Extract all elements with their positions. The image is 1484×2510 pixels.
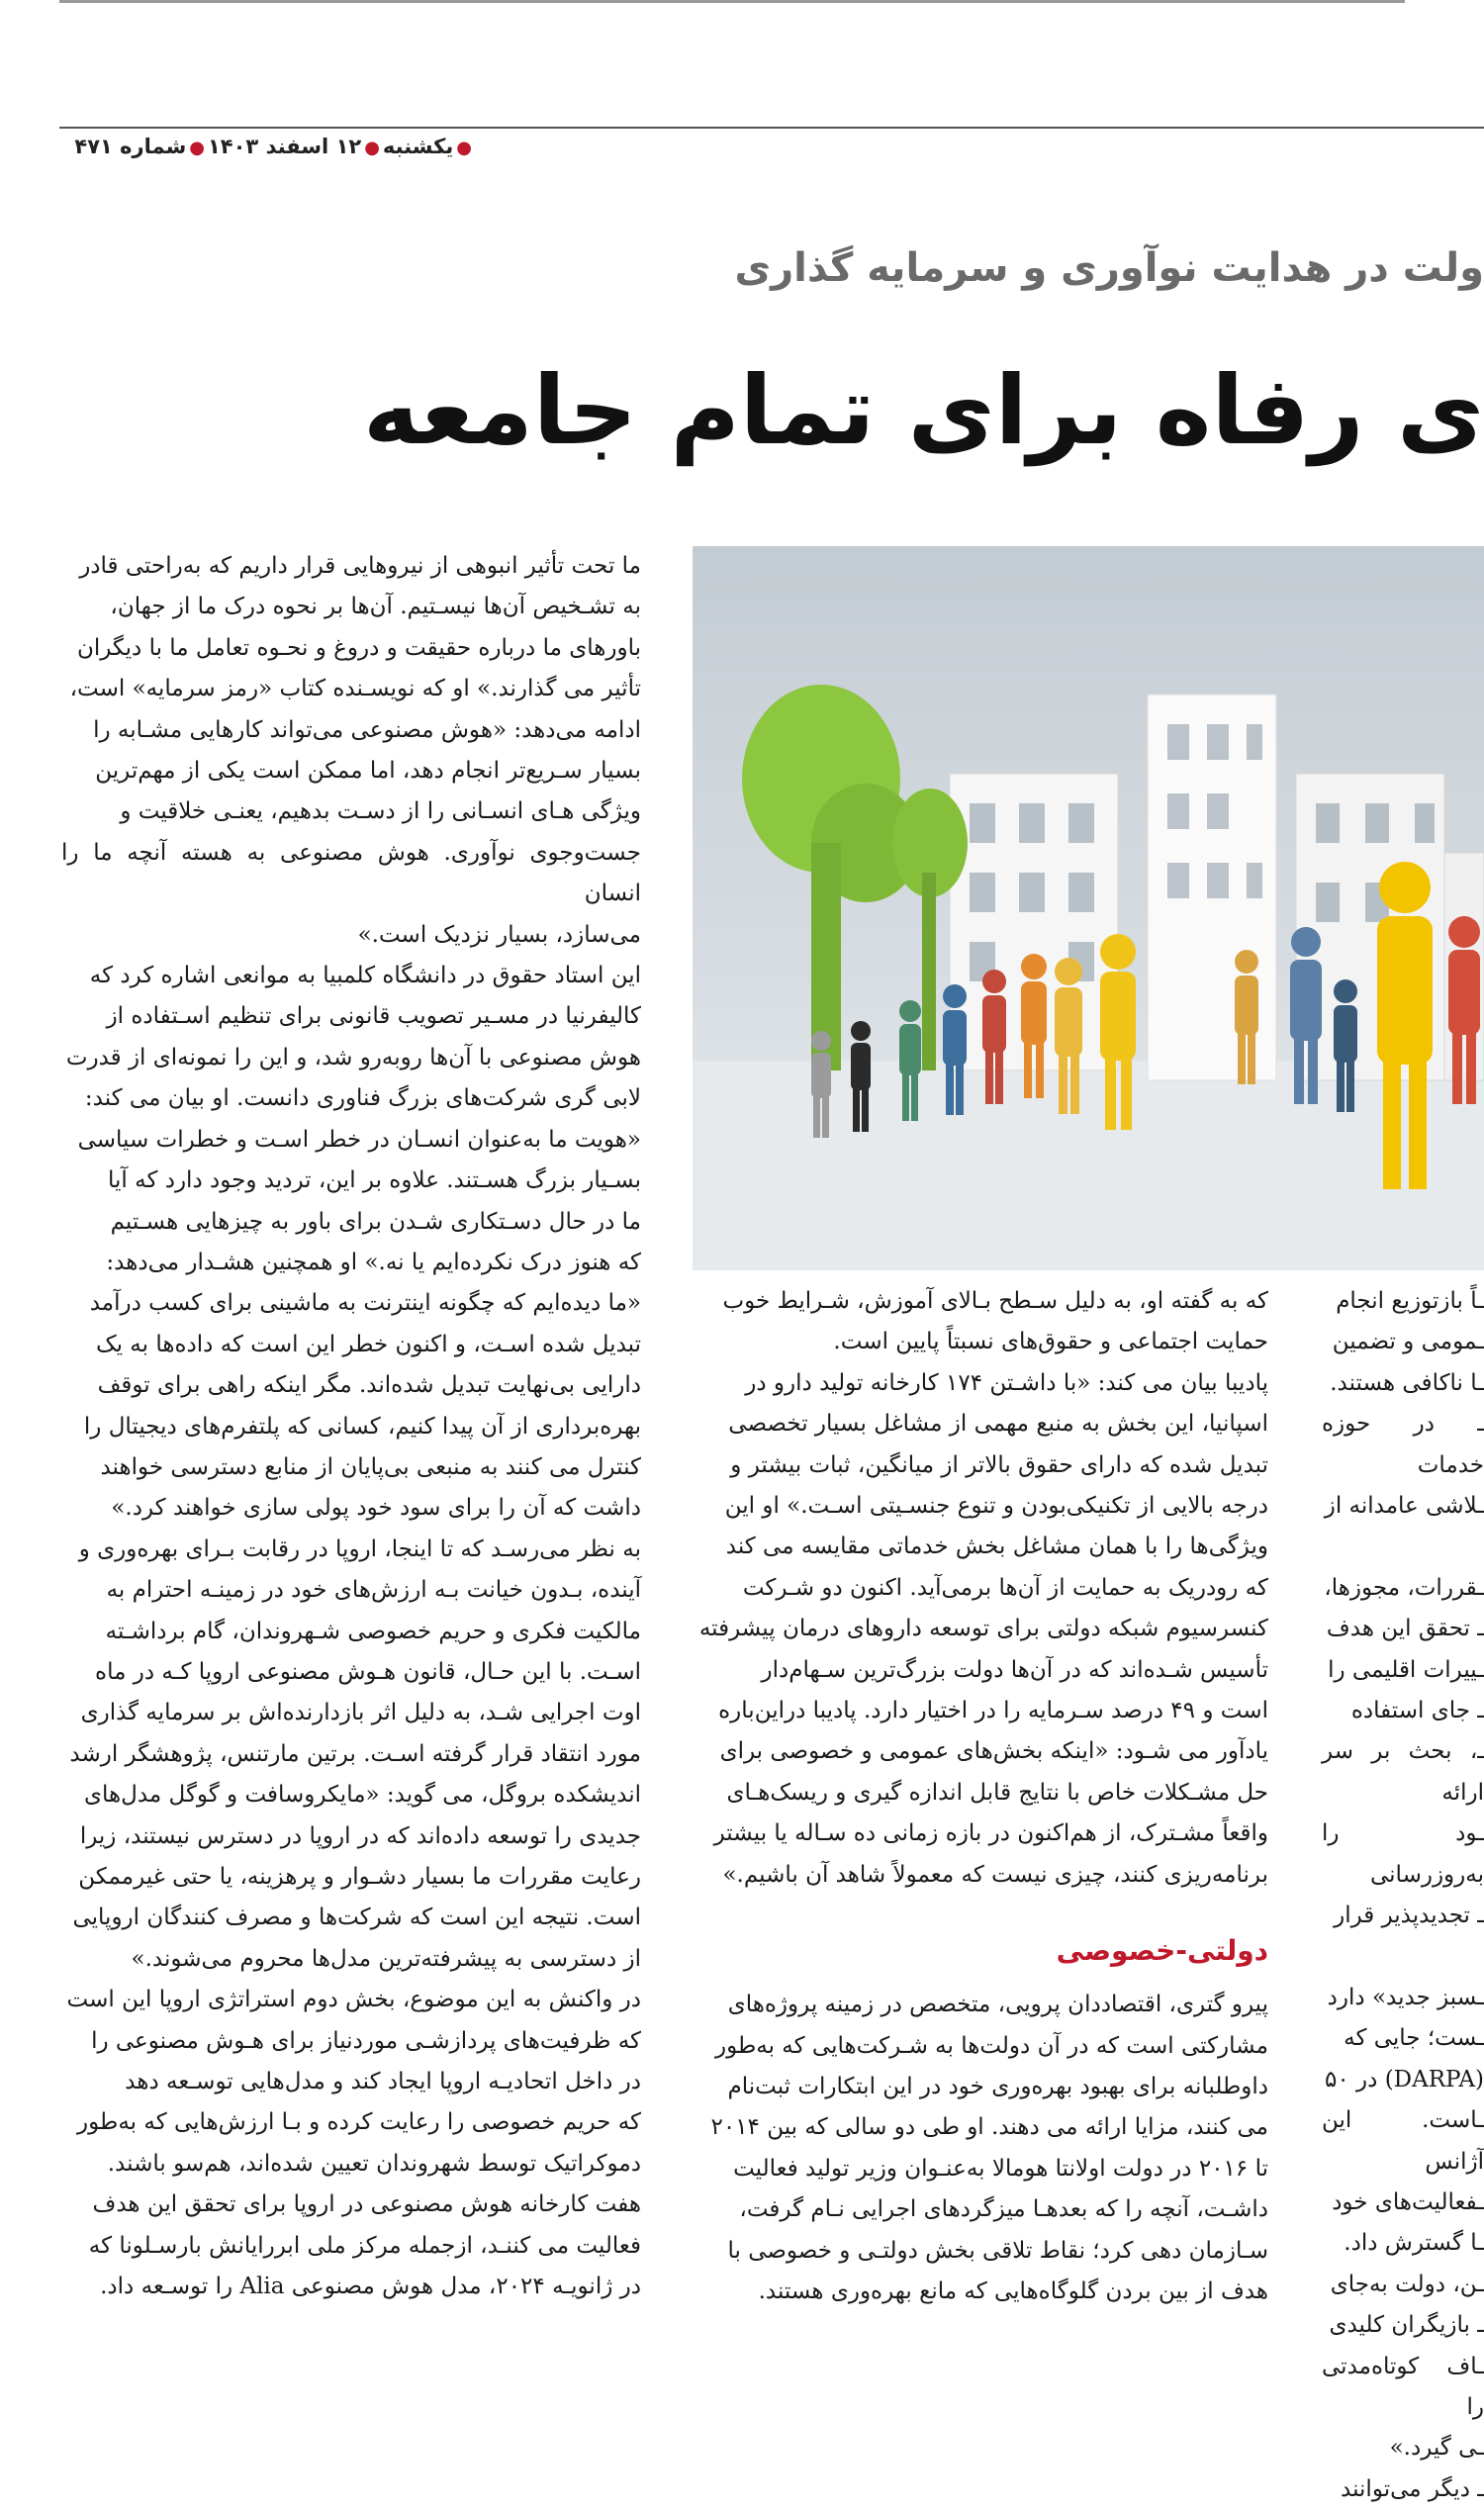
article-line: که به گفته او، به دلیل سـطح بـالای آموزش، شـرایط خوب	[722, 1288, 1268, 1314]
article-line: ـ در حوزه خدمات	[1322, 1411, 1484, 1478]
article-line: ـ تجدیدپذیر قرار	[1334, 1903, 1484, 1929]
article-line: کالیفرنیا در مسـیر تصویب قانونی برای تنظیم اسـتفاده از	[106, 1003, 641, 1030]
article-line: کنترل می‌ کنند به منبعی بی‌پایان از منابع دسترسی خواهند	[100, 1453, 641, 1480]
article-line: برنامه‌ریزی کنند، چیزی نیست که معمولاً شاهد آن باشیم.»	[722, 1861, 1268, 1888]
article-line: ویژگی‌ها را با همان مشاغل بخش خدماتی مقایسه می‌ کند	[725, 1534, 1268, 1560]
article-line: تأثیر می‌ گذارند.» او که نویسـنده کتاب «رمز سرمایه» است،	[69, 676, 641, 702]
article-line: لابی‌ گری شرکت‌های بزرگ فناوری دانست. او بیان می‌ کند:	[84, 1085, 641, 1112]
issue-line	[59, 135, 475, 168]
article-line: ـست؛ جایی که	[1344, 2025, 1484, 2052]
article-line: رعایت مقررات ما بسیار دشـوار و پرهزینه، یا حتی غیرممکن	[78, 1864, 641, 1890]
article-line: ـود را به‌روزرسانی	[1322, 1820, 1484, 1888]
article-line: پیرو گتری، اقتصاددان پرویی، متخصص در زمینه پروژه‌های	[727, 1992, 1268, 2018]
article-line: تأسیس شـده‌اند که در آن‌ها دولت بزرگ‌ترین سـهام‌دار	[761, 1656, 1268, 1683]
article-line: ـلاشی عامدانه از	[1324, 1493, 1484, 1520]
article-line: ـقررات، مجوزها،	[1324, 1574, 1484, 1601]
article-line: ـفعالیت‌های خود	[1332, 2188, 1484, 2215]
header-rule	[59, 127, 1484, 129]
article-line: که هنوز درک نکرده‌ایم یا نه.» او همچنین هشـدار می‌دهد:	[106, 1249, 641, 1275]
column-middle-top	[693, 1281, 1268, 1896]
article-line: ـییرات اقلیمی را	[1328, 1656, 1484, 1683]
article-line: ـ بازیگران کلیدی	[1329, 2312, 1484, 2339]
article-line: جست‌وجوی نوآوری. هوش مصنوعی به هسته آنچه ما را انسان	[61, 839, 641, 907]
article-kicker: ولت در هدایت نوآوری و سرمایه گذاری	[734, 245, 1484, 291]
article-line: باورهای ما درباره حقیقت و دروغ و نحـوه تعامل ما با دیگران	[76, 634, 641, 661]
article-line: در داخل اتحادیـه اروپا ایجاد کند و مدل‌هایی توسـعه دهد	[125, 2069, 641, 2095]
article-line: ـاف کوتاه‌مدتی را	[1322, 2353, 1484, 2420]
issue-day: یکشنبه	[382, 135, 454, 158]
article-line: ـ، بحث بر سر ارائه	[1322, 1738, 1484, 1806]
article-line: درجه بالایی از تکنیکی‌بودن و تنوع جنسـیتی اسـت.» او این	[724, 1493, 1268, 1520]
article-line: که رودریک به حمایت از آن‌ها برمی‌آید. اکنون دو شـرکت	[742, 1574, 1268, 1601]
article-line: بسـیار بزرگ هسـتند. علاوه بر این، تردید وجود دارد که آیا	[108, 1167, 641, 1194]
article-line: ما در حال دسـتکاری شـدن برای باور به چیزهایی هسـتیم	[110, 1208, 641, 1235]
article-line: ـاً بازتوزیع انجام	[1336, 1288, 1484, 1314]
top-rule	[59, 0, 1405, 3]
article-line: تا ۲۰۱۶ در دولت اولانتا هومالا به‌عنـوان وزیر تولید فعالیت	[733, 2155, 1268, 2182]
article-line: اسپانیا، این بخش به منبع مهمی از مشاغل بسیار تخصصی	[728, 1411, 1268, 1438]
section-subhead: دولتی-خصوصی	[1056, 1934, 1268, 1968]
article-line: که حریم خصوصی را رعایت کرده و بـا ارزش‌هایی که به‌طور	[77, 2109, 641, 2136]
article-line: ـ دیگر می‌توانند	[1341, 2475, 1484, 2502]
article-line: حمایت اجتماعی و حقوق‌های نسبتاً پایین است.	[833, 1329, 1268, 1355]
article-line: داشـت، آنچه را که بعدهـا میزگردهای اجرایی نـام گرفت،	[739, 2196, 1268, 2223]
article-column-middle	[693, 1281, 1268, 2346]
article-line: داشت که آن را برای سود خود پولی‌ سازی خواهند کرد.»	[111, 1495, 641, 1522]
article-line: ـ تحقق این هدف	[1326, 1616, 1484, 1642]
article-line: واقعاً مشـترک، از هم‌اکنون در بازه زمانی ده سـاله یا بیشتر	[713, 1820, 1268, 1847]
article-line: آینده، بـدون خیانت بـه ارزش‌های خود در زمینـه احترام به	[106, 1577, 641, 1604]
article-line: هدف از بین بردن گلوگاه‌هایی که مانع بهره‌وری هستند.	[758, 2278, 1268, 2304]
article-line: است و ۴۹ درصد سـرمایه را در اختیار دارد. پادیبا دراین‌باره	[718, 1698, 1268, 1724]
article-line: بهره‌برداری از آن پیدا کنیم، کسانی که پلتفرم‌های دیجیتال را	[83, 1413, 641, 1440]
article-line: جدیدی را توسعه داده‌اند که در اروپا در دسترس نیستند، زیرا	[79, 1822, 641, 1849]
article-line: تبدیل شده که دارای حقوق بالاتر از میانگین، ثبات بیشتر و	[730, 1451, 1268, 1478]
article-line: به نظر می‌رسـد که تا اینجا، اروپا در رقابت بـرای بهره‌وری و	[78, 1535, 641, 1562]
article-line: ـاست. این آژانس	[1322, 2107, 1484, 2175]
article-line: به تشـخیص آن‌ها نیسـتیم. آن‌ها بر نحوه درک ما از جهان،	[110, 594, 641, 620]
article-column-right	[1322, 1281, 1484, 2502]
article-line: اوت اجرایی شـد، به دلیل اثر بازدارنده‌اش بر سرمایه‌ گذاری	[80, 1700, 641, 1726]
article-line: ویژگی‌ هـای انسـانی را از دسـت بدهیم، یعنـی خلاقیت و	[120, 798, 641, 825]
article-headline: ی رفاه برای تمام جامعه	[362, 355, 1484, 466]
article-line: اسـت. با این حـال، قانون هـوش مصنوعی اروپا کـه در ماه	[95, 1658, 641, 1685]
article-line: فعالیت می‌ کننـد، ازجمله مرکز ملی ابررایانش بارسـلونا که	[88, 2232, 641, 2259]
article-line: حل مشـکلات خاص با نتایج قابل اندازه‌ گیری و ریسک‌هـای	[726, 1779, 1268, 1806]
bullet-icon: ●	[456, 138, 472, 158]
article-line: «ما دیده‌ایم که چگونه اینترنت به ماشینی برای کسب درآمد	[89, 1290, 641, 1317]
article-line: در واکنش به این موضوع، بخش دوم استراتژی اروپا این است	[66, 1987, 641, 2013]
article-line: می‌ کنند، مزایا ارائه می‌ دهند. او طی دو سالی که بین ۲۰۱۴	[710, 2114, 1268, 2141]
article-line: ـا ناکافی هستند.	[1330, 1369, 1484, 1396]
article-line: تبدیل شده اسـت، و اکنون خطر این است که داده‌ها به یک	[95, 1331, 641, 1357]
article-line: (DARPA) در ۵۰	[1325, 2066, 1484, 2092]
article-line: که ظرفیت‌های پردازشـی موردنیاز برای هـوش مصنوعی را	[91, 2027, 641, 2054]
article-line: ادامه می‌دهد: «هوش مصنوعی می‌تواند کارهایی مشـابه را	[93, 716, 641, 743]
article-line: هوش مصنوعی با آن‌ها روبه‌رو شد، و این را نمونه‌ای از قدرت	[65, 1044, 641, 1070]
column-middle-bottom	[693, 1985, 1268, 2312]
article-line: در ژانویـه ۲۰۲۴، مدل هوش مصنوعی Alia را توسـعه داد.	[100, 2274, 641, 2300]
article-line	[1322, 1937, 1484, 1978]
issue-number: شماره ۴۷۱	[74, 135, 187, 158]
bullet-icon: ●	[364, 138, 380, 158]
article-line: از دسترسی به پیشرفته‌ترین مدل‌ها محروم می‌شوند.»	[131, 1945, 641, 1972]
city-people-photo	[693, 546, 1484, 1270]
article-line: اندیشکده بروگل، می‌ گوید: «مایکروسافت و گوگل مدل‌های	[83, 1782, 641, 1809]
issue-date: ۱۲ اسفند ۱۴۰۳	[207, 135, 362, 158]
article-line: ما تحت تأثیر انبوهی از نیروهایی قرار داریم که به‌راحتی قادر	[79, 553, 641, 579]
article-line: ـی گیرد.»	[1389, 2435, 1484, 2462]
article-line: است. نتیجه این است که شرکت‌ها و مصرف‌ کنندگان اروپایی	[72, 1905, 641, 1931]
article-line: کنسرسیوم شبکه دولتی برای توسعه داروهای درمان پیشرفته	[698, 1616, 1268, 1642]
article-line: پادیبا بیان می‌ کند: «با داشـتن ۱۷۴ کارخانه تولید دارو در	[745, 1369, 1268, 1396]
article-line	[1322, 1527, 1484, 1567]
article-line: هفت کارخانه هوش مصنوعی در اروپا برای تحقق این هدف	[92, 2191, 641, 2218]
article-line: مالکیت فکری و حریم خصوصی شـهروندان، گام برداشـته	[105, 1618, 641, 1644]
article-line: می‌سازد، بسیار نزدیک است.»	[357, 921, 641, 948]
article-line: ـ‌ جای استفاده	[1350, 1698, 1484, 1724]
bullet-icon: ●	[189, 138, 205, 158]
article-line: «هویت ما به‌عنوان انسـان در خطر اسـت و خطرات سیاسی	[77, 1126, 641, 1153]
article-line: سـازمان‌ دهی کرد؛ نقاط تلاقی بخش دولتـی و خصوصی با	[727, 2237, 1268, 2264]
article-line: دارایی بی‌نهایت تبدیل شده‌اند. مگر اینکه راهی برای توقف	[97, 1372, 641, 1399]
article-line: این استاد حقوق در دانشگاه کلمبیا به موانعی اشاره کرد که	[89, 963, 641, 989]
article-line: دموکراتیک توسط شهروندان تعیین شده‌اند، هم‌سو باشند.	[107, 2150, 641, 2177]
article-line: مشارکتی است که در آن دولت‌ها به شـرکت‌هایی که به‌طور	[714, 2032, 1268, 2059]
article-line: یادآور می‌ شـود: «اینکه بخش‌های عمومی و خصوصی برای	[719, 1738, 1268, 1765]
article-line: ـمومی و تضمین	[1332, 1329, 1484, 1355]
article-line: بسیار سـریع‌تر انجام دهد، اما ممکن است یکی از مهم‌ترین	[95, 758, 641, 785]
article-line: ـسبز جدید» دارد	[1327, 1984, 1484, 2010]
photo-illustration	[693, 546, 1484, 1270]
article-line: ـا گسترش داد.	[1344, 2230, 1484, 2257]
article-column-left	[61, 546, 641, 2346]
article-line: ـن، دولت به‌جای	[1330, 2271, 1484, 2297]
article-line: داوطلبانه برای بهبود بهره‌وری خود در این ابتکارات ثبت‌نام	[727, 2073, 1268, 2099]
article-line: مورد انتقاد قرار گرفته اسـت. برتین مارتنس، پژوهشگر ارشد	[69, 1740, 641, 1767]
